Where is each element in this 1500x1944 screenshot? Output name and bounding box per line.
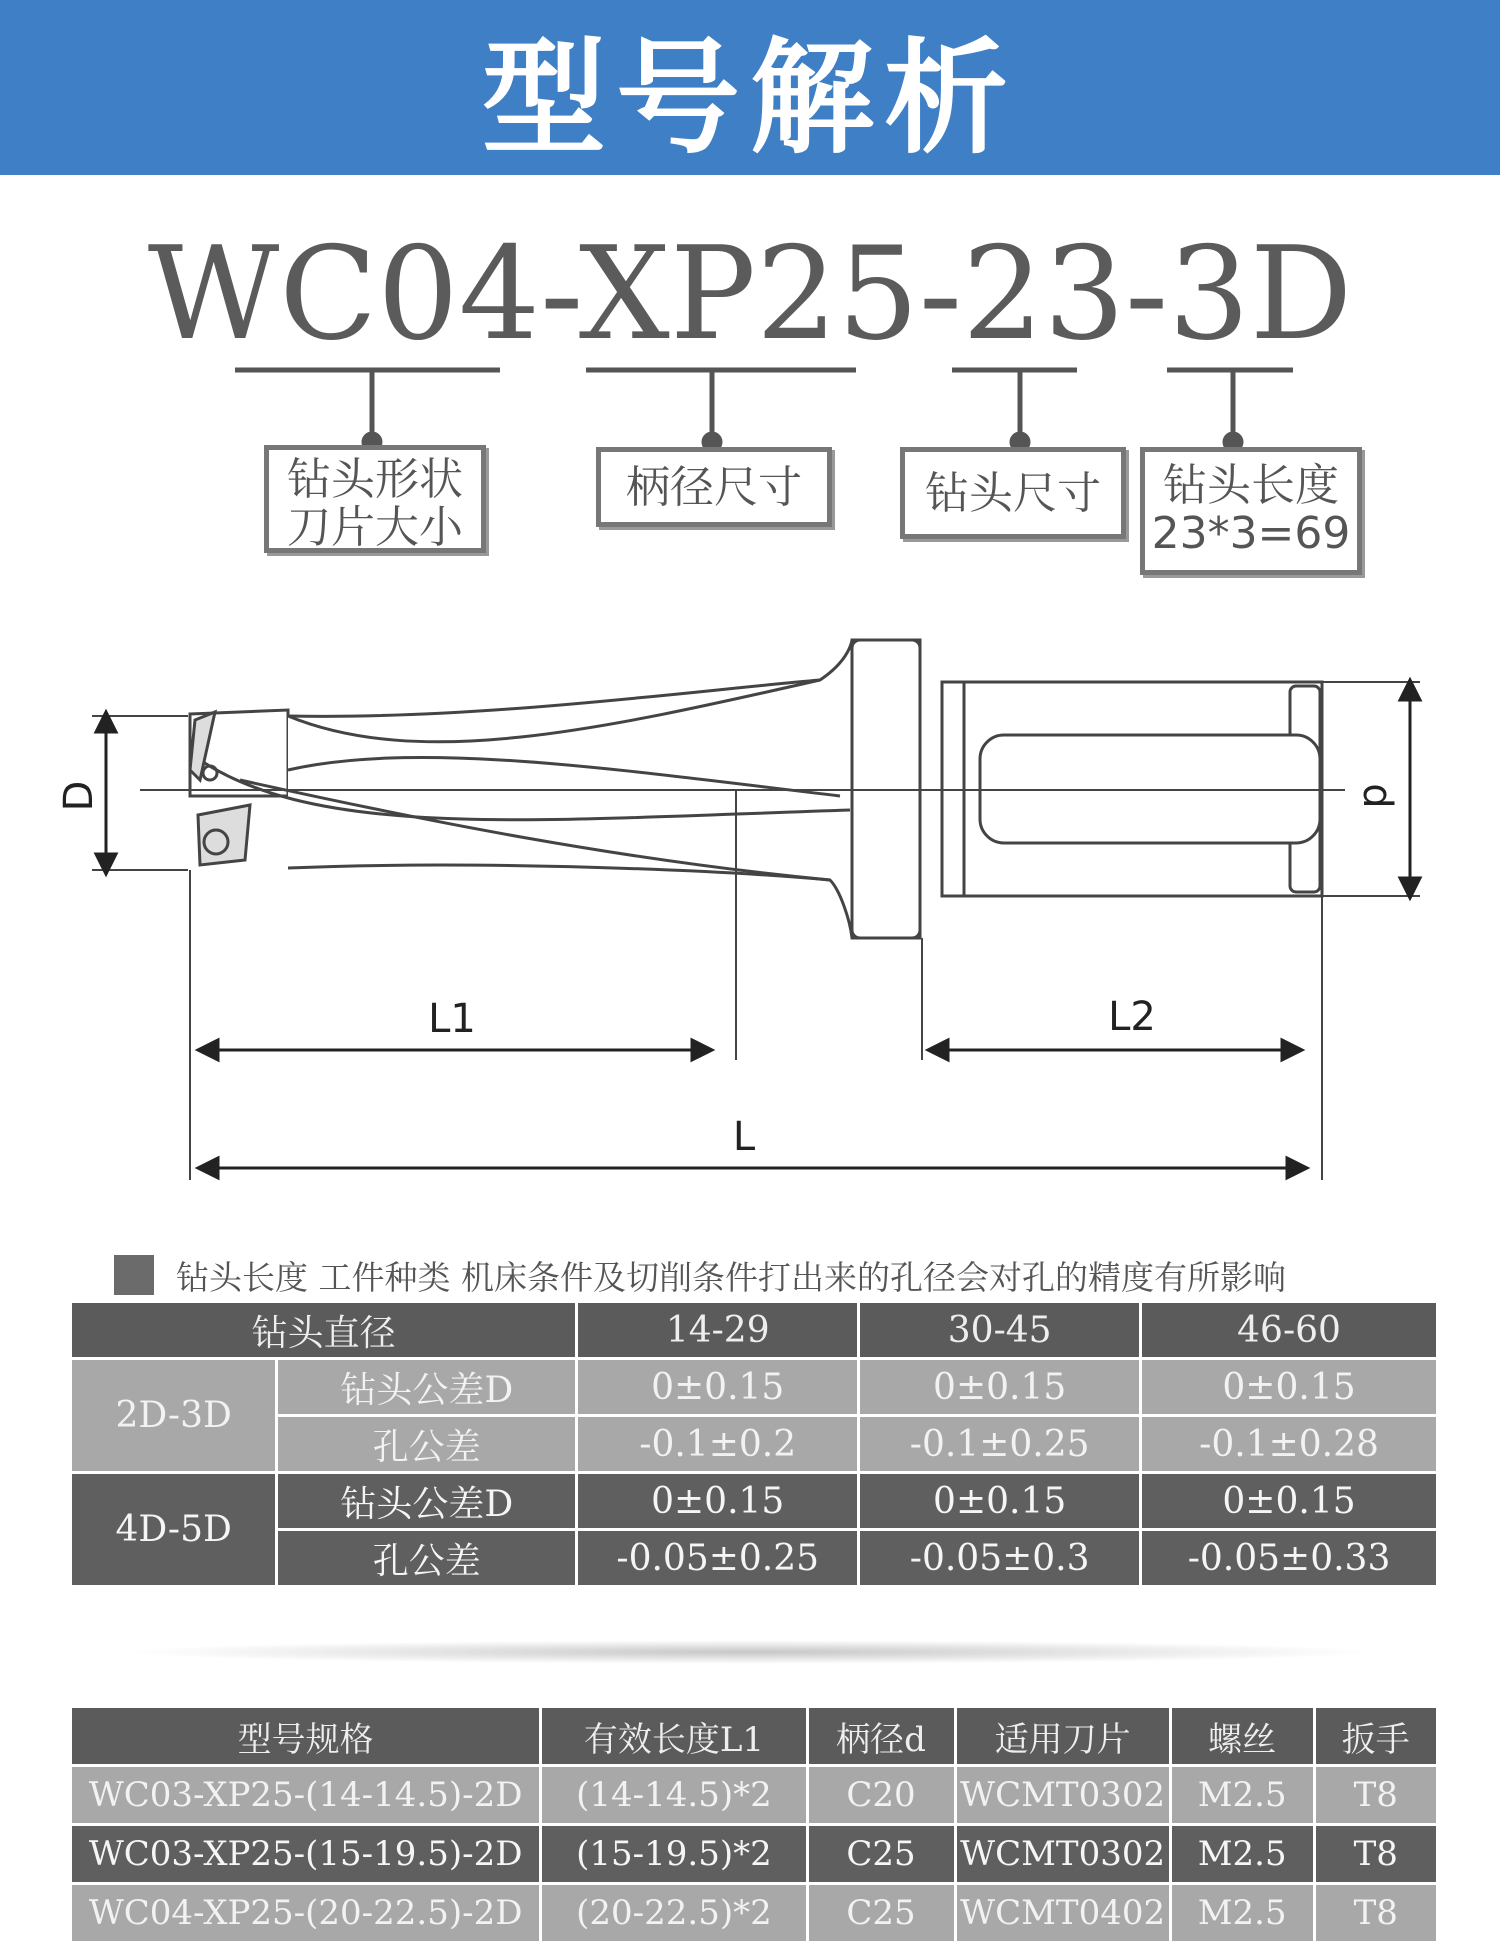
model-code: WC04-XP25-23-3D [147, 220, 1353, 369]
table-cell: 0±0.15 [1142, 1360, 1436, 1414]
model-code-breakdown [0, 355, 1500, 595]
section-divider [120, 1640, 1380, 1664]
dimension-label-d: d [1354, 783, 1400, 809]
row-label: 钻头公差D [278, 1474, 575, 1528]
dimension-label-L2: L2 [1108, 994, 1156, 1040]
row-label: 孔公差 [278, 1417, 575, 1471]
table-cell: -0.1±0.2 [578, 1417, 857, 1471]
table-cell: -0.05±0.3 [860, 1531, 1139, 1585]
table-cell: T8 [1316, 1826, 1436, 1882]
header-cell: 型号规格 [72, 1708, 539, 1764]
table-cell: (20-22.5)*2 [542, 1885, 805, 1941]
header-cell: 适用刀片 [957, 1708, 1169, 1764]
table-row [72, 1826, 1436, 1882]
table-cell: 0±0.15 [860, 1360, 1139, 1414]
table-row [72, 1360, 1436, 1414]
callout-drill-length: 钻头长度 23*3=69 [1140, 447, 1362, 575]
table-cell: 0±0.15 [860, 1474, 1139, 1528]
tolerance-table [69, 1300, 1439, 1588]
table-cell: 0±0.15 [578, 1360, 857, 1414]
table-row [72, 1531, 1436, 1585]
table-cell: 0±0.15 [1142, 1474, 1436, 1528]
callout-shank-size: 柄径尺寸 [596, 447, 832, 527]
table-cell: C20 [809, 1767, 954, 1823]
page-title: 型号解析 [481, 26, 1018, 171]
accuracy-note-text: 钻头长度 工件种类 机床条件及切削条件打出来的孔径会对孔的精度有所影响 [176, 1257, 1286, 1297]
table-row [72, 1885, 1436, 1941]
group-cell: 2D-3D [72, 1360, 275, 1471]
table-cell: -0.05±0.25 [578, 1531, 857, 1585]
table-cell: C25 [809, 1885, 954, 1941]
header-cell: 14-29 [578, 1303, 857, 1357]
table-cell: (15-19.5)*2 [542, 1826, 805, 1882]
table-cell: M2.5 [1172, 1767, 1313, 1823]
table-header-row [72, 1708, 1436, 1764]
bullet-square [114, 1255, 154, 1295]
dimension-label-D: D [56, 780, 102, 812]
table-cell: M2.5 [1172, 1885, 1313, 1941]
table-cell: WC04-XP25-(20-22.5)-2D [72, 1885, 539, 1941]
header-cell: 30-45 [860, 1303, 1139, 1357]
table-cell: M2.5 [1172, 1826, 1313, 1882]
dimension-label-L: L [732, 1114, 756, 1160]
table-cell: WCMT0302 [957, 1826, 1169, 1882]
table-cell: T8 [1316, 1767, 1436, 1823]
group-cell: 4D-5D [72, 1474, 275, 1585]
table-row [72, 1474, 1436, 1528]
accuracy-note [114, 1252, 1286, 1298]
table-row [72, 1417, 1436, 1471]
header-cell: 钻头直径 [72, 1303, 575, 1357]
table-header-row [72, 1303, 1436, 1357]
table-row [72, 1767, 1436, 1823]
table-cell: WCMT0402 [957, 1885, 1169, 1941]
callout-drill-shape: 钻头形状 刀片大小 [264, 445, 486, 553]
table-cell: -0.1±0.28 [1142, 1417, 1436, 1471]
drill-technical-drawing [0, 620, 1500, 1190]
header-cell: 有效长度L1 [542, 1708, 805, 1764]
header-cell: 46-60 [1142, 1303, 1436, 1357]
page-header [0, 0, 1500, 175]
spec-table [69, 1705, 1439, 1944]
row-label: 孔公差 [278, 1531, 575, 1585]
row-label: 钻头公差D [278, 1360, 575, 1414]
header-cell: 螺丝 [1172, 1708, 1313, 1764]
table-cell: T8 [1316, 1885, 1436, 1941]
table-cell: (14-14.5)*2 [542, 1767, 805, 1823]
table-cell: WC03-XP25-(15-19.5)-2D [72, 1826, 539, 1882]
table-cell: WC03-XP25-(14-14.5)-2D [72, 1767, 539, 1823]
table-cell: WCMT0302 [957, 1767, 1169, 1823]
callout-drill-size: 钻头尺寸 [900, 447, 1126, 539]
table-cell: -0.1±0.25 [860, 1417, 1139, 1471]
dimension-label-L1: L1 [428, 996, 476, 1042]
table-cell: 0±0.15 [578, 1474, 857, 1528]
table-cell: C25 [809, 1826, 954, 1882]
header-cell: 柄径d [809, 1708, 954, 1764]
table-cell: -0.05±0.33 [1142, 1531, 1436, 1585]
header-cell: 扳手 [1316, 1708, 1436, 1764]
